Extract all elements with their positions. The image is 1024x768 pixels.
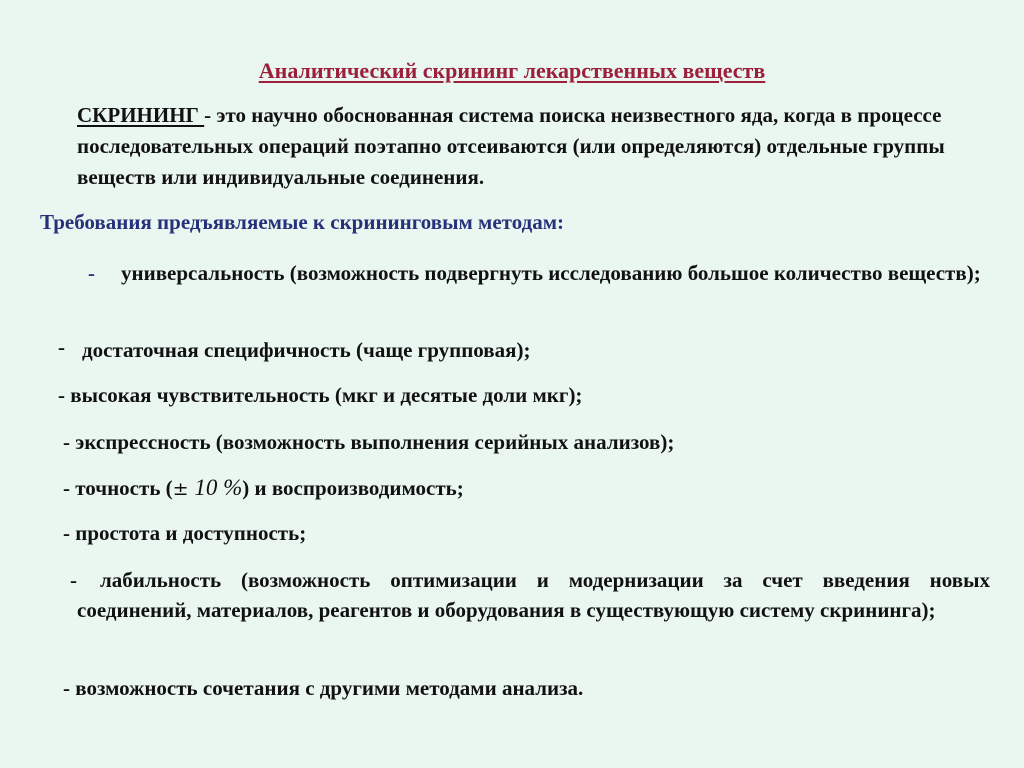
universality-dash: -	[88, 261, 95, 285]
requirement-combination: - возможность сочетания с другими методами анализа.	[63, 676, 584, 700]
specificity-dash: -	[58, 335, 65, 359]
requirement-simplicity: - простота и доступность;	[63, 521, 307, 545]
definition-paragraph	[77, 100, 977, 193]
requirement-specificity: достаточная специфичность (чаще групповая);	[82, 338, 531, 362]
requirement-lability: лабильность (возможность оптимизации и модернизации за счет введения новых соединений, материалов, реагентов и оборудования в существующую систему скрининга);	[77, 568, 990, 622]
plus-minus-symbol: ±	[172, 478, 189, 500]
requirement-universality: универсальность (возможность подвергнуть исследованию большое количество веществ);	[121, 261, 981, 285]
slide-title: Аналитический скрининг лекарственных веществ	[258, 58, 766, 83]
requirement-express: - экспрессность (возможность выполнения серийных анализов);	[63, 430, 675, 454]
lability-dash: -	[70, 568, 77, 592]
requirements-heading: Требования предъявляемые к скрининговым методам:	[40, 210, 565, 234]
requirement-sensitivity: - высокая чувствительность (мкг и десятые доли мкг);	[58, 383, 583, 407]
definition-term: СКРИНИНГ	[77, 103, 205, 127]
requirement-accuracy: - точность (± 10 %) и воспроизводимость;	[63, 475, 464, 500]
definition-text: - это научно обоснованная система поиска неизвестного яда, когда в процессе последовательных операций поэтапно отсеиваются (или определяются) отдельные группы веществ или индивидуальные соединения.	[77, 103, 945, 189]
